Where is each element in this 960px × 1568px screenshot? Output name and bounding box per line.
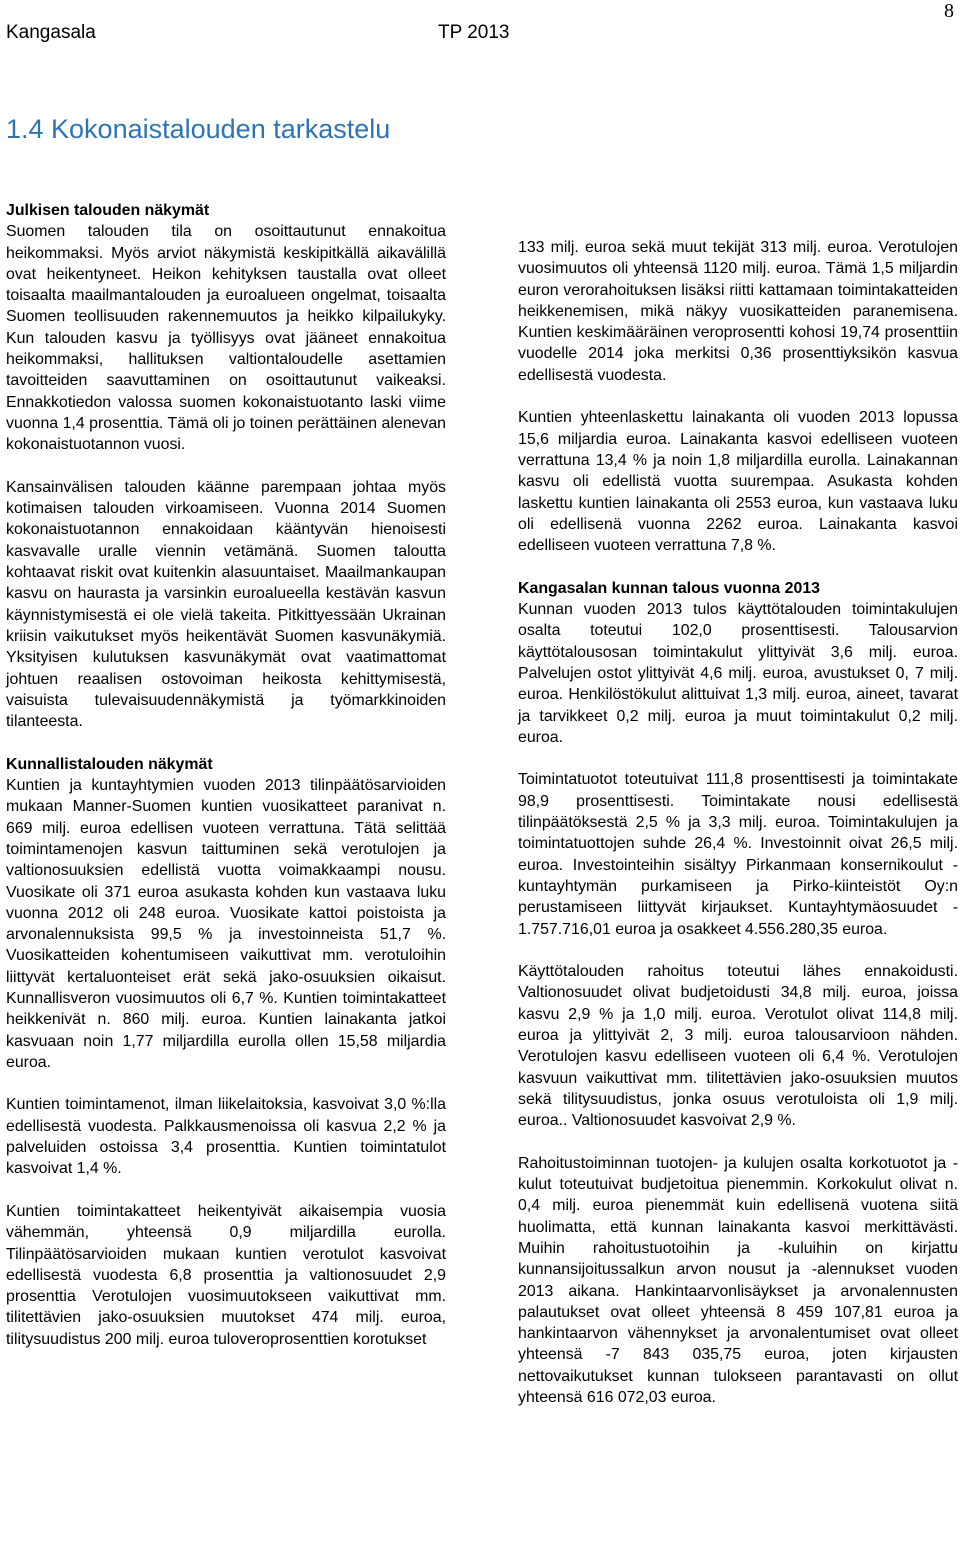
paragraph: Kunnan vuoden 2013 tulos käyttötalouden toimintakulujen osalta toteutui 102,0 prosenttisesti. Talousarvion käyttötalousosan toimintakulut ylittyivät 3,6 milj. euroa. Palvelujen ostot ylittyivät 4,6 milj. euroa, avustukset 0, 7 milj. euroa. Henkilöstökulut alittuivat 1,3 milj. euroa, aineet, tavarat ja tarvikkeet 0,2 milj. euroa ja muut toimintakulut 0,2 milj. euroa.: [518, 601, 958, 746]
paragraph: Kuntien ja kuntayhtymien vuoden 2013 tilinpäätösarvioiden mukaan Manner-Suomen kuntien vuosikatteet paranivat n. 669 milj. euroa edellisen vuoteen verrattuna. Tätä selittää toimintamenojen kasvun taittuminen sekä verotulojen ja valtionosuuksien edellistä vuotta voimakkaampi nousu. Vuosikate oli 371 euroa asukasta kohden kun vastaava luku vuonna 2012 oli 248 euroa. Vuosikate kattoi poistoista ja arvonalennuksista 99,5 % ja investoinneista 51,7 %. Vuosikatteiden kohentumiseen vaikuttivat mm. verotuloihin liittyvät kertaluonteiset erät sekä jako-osuuksien oikaisut. Kunnallisveron vuosimuutos oli 6,7 %. Kuntien toimintakatteet heikkenivät n. 860 milj. euroa. Kuntien lainakanta jatkoi kasvuaan noin 1,77 miljardilla eurolla ollen 15,58 miljardia euroa.: [6, 777, 446, 1071]
header-document-title: TP 2013: [438, 22, 510, 43]
page-number: 8: [944, 0, 954, 22]
paragraph: Rahoitustoiminnan tuotojen- ja kulujen osalta korkotuotot ja -kulut toteutuivat budjetoitua pienemmin. Korkokulut olivat n. 0,4 milj. euroa pienemmät kuin edellisenä vuotena siitä huolimatta, että kunnan lainakanta kasvoi merkittävästi. Muihin rahoitustuotoihin ja -kuluihin on kirjattu kunnansijoitussalkun arvon nousut ja -alennukset vuoden 2013 aikana. Hankintaarvonlisäykset ja arvonalennusten palautukset ovat olleet yhteensä 8 459 107,81 euroa ja hankintaarvon vähennykset ja arvonalentumiset ovat olleet yhteensä -7 843 035,75 euroa, joten kirjausten nettovaikutukset kunnan tulokseen parantavasti on ollut yhteensä 616 072,03 euroa.: [518, 1154, 958, 1407]
paragraph: Suomen talouden tila on osoittautunut ennakoitua heikommaksi. Myös arviot näkymistä keskipitkällä aikavälillä ovat heikentyneet. Heikon kehityksen taustalla ovat olleet toisaalta maailmantalouden ja euroalueen ongelmat, toisaalta Suomen teollisuuden rakennemuutos ja heikko kilpailukyky. Kun talouden kasvu ja työllisyys ovat jääneet ennakoitua heikommaksi, hallituksen valtiontaloudelle asettamien tavoitteiden saavuttaminen on osoittautunut vaikeaksi. Ennakkotiedon valossa suomen kokonaistuotanto laski viime vuonna 1,4 prosenttia. Tämä oli jo toinen perättäinen alenevan kokonaistuotannon vuosi.: [6, 223, 446, 454]
header-organization: Kangasala: [6, 22, 96, 43]
heading-kangasala-finance: Kangasalan kunnan talous vuonna 2013: [518, 579, 821, 597]
paragraph: Kuntien toimintakatteet heikentyivät aikaisempia vuosia vähemmän, yhteensä 0,9 miljardilla eurolla. Tilinpäätösarvioiden mukaan kuntien verotulot kasvoivat edellisestä vuodesta 6,8 prosenttia ja valtionosuudet 2,9 prosenttia Verotulojen vuosimuutokseen vaikuttivat mm. tilitettävien jako-osuuksien muutokset 474 milj. euroa, tilitysuudistus 200 milj. euroa tuloveroprosenttien korotukset: [6, 1202, 446, 1348]
paragraph: Toimintatuotot toteutuivat 111,8 prosenttisesti ja toimintakate 98,9 prosenttisesti. Toimintakate nousi edellisestä tilinpäätöksestä 2,5 % ja 3,3 milj. euroa. Toimintakulujen ja toimintatuottojen suhde 26,4 %. Investoinnit oivat 26,5 milj. euroa. Investointeihin sisältyy Pirkanmaan konsernikoulut -kuntayhtymän purkamiseen ja Pirko-kiinteistöt Oy:n perustamiseen liittyvät kirjaukset. Kuntayhtymäosuudet - 1.757.716,01 euroa ja osakkeet 4.556.280,35 euroa.: [518, 771, 958, 938]
left-column: [6, 200, 446, 1371]
heading-municipal-finance: Kunnallistalouden näkymät: [6, 755, 213, 773]
right-column: [518, 237, 958, 1430]
paragraph: 133 milj. euroa sekä muut tekijät 313 milj. euroa. Verotulojen vuosimuutos oli yhteensä 1120 milj. euroa. Tämä 1,5 miljardin euron verorahoituksen lisäksi riitti kattamaan toimintakatteiden heikkenemisen, mikä näkyy vuosikatteiden paranemisena. Kuntien keskimääräinen veroprosentti kohosi 19,74 prosenttiin vuodelle 2014 joka merkitsi 0,36 prosenttiyksikön kasvua edellisestä vuodesta.: [518, 239, 958, 384]
section-title: 1.4 Kokonaistalouden tarkastelu: [6, 114, 391, 144]
paragraph: Kansainvälisen talouden käänne parempaan johtaa myös kotimaisen talouden virkoamiseen. Vuonna 2014 Suomen kokonaistuotannon ennakoidaan kääntyvän hienoisesti kasvavalle uralle viennin vetämänä. Suomen taloutta kohtaavat riskit ovat kuitenkin alasuuntaiset. Maailmankaupan kasvu on haurasta ja varsinkin euroalueella kestävän kasvun käynnistymisestä ei ole vielä takeita. Pitkittyessään Ukrainan kriisin vaikutukset myös heikentävät Suomen kasvunäkymiä. Yksityisen kulutuksen kasvunäkymät ovat vaatimattomat johtuen reaalisen ostovoiman heikosta kehittymisestä, vaisuista tulevaisuudennäkymistä ja työmarkkinoiden tilanteesta.: [6, 478, 446, 731]
paragraph: Kuntien yhteenlaskettu lainakanta oli vuoden 2013 lopussa 15,6 miljardia euroa. Lainakanta kasvoi edelliseen vuoteen verrattuna 13,4 % ja noin 1,8 miljardilla eurolla. Lainakannan kasvu oli edellistä vuotta suurempaa. Asukasta kohden laskettu kuntien lainakanta oli 2553 euroa, kun vastaava luku oli edellisenä vuonna 2262 euroa. Lainakanta kasvoi edelliseen vuoteen verrattuna 7,8 %.: [518, 409, 958, 555]
paragraph: Kuntien toimintamenot, ilman liikelaitoksia, kasvoivat 3,0 %:lla edellisestä vuodesta. Palkkausmenoissa oli kasvua 2,2 % ja palveluiden ostoissa 3,4 prosenttia. Kuntien toimintatulot kasvoivat 1,4 %.: [6, 1096, 446, 1178]
paragraph: Käyttötalouden rahoitus toteutui lähes ennakoidusti. Valtionosuudet olivat budjetoidusti 34,8 milj. euroa, joissa kasvu 2,9 % ja 1,0 milj. euroa. Verotulot olivat 114,8 milj. euroa ja ylittyivät 2, 3 milj. euroa talousarvioon nähden. Verotulojen kasvu edelliseen vuoteen oli 6,4 %. Verotulojen kasvuun vaikuttivat mm. tilitettävien jako-osuuksien muutos sekä tilitysuudistus, jonka osuus verotuloista oli 1,9 milj. euroa.. Valtionosuudet kasvoivat 2,9 %.: [518, 963, 958, 1130]
heading-public-finance: Julkisen talouden näkymät: [6, 202, 210, 219]
